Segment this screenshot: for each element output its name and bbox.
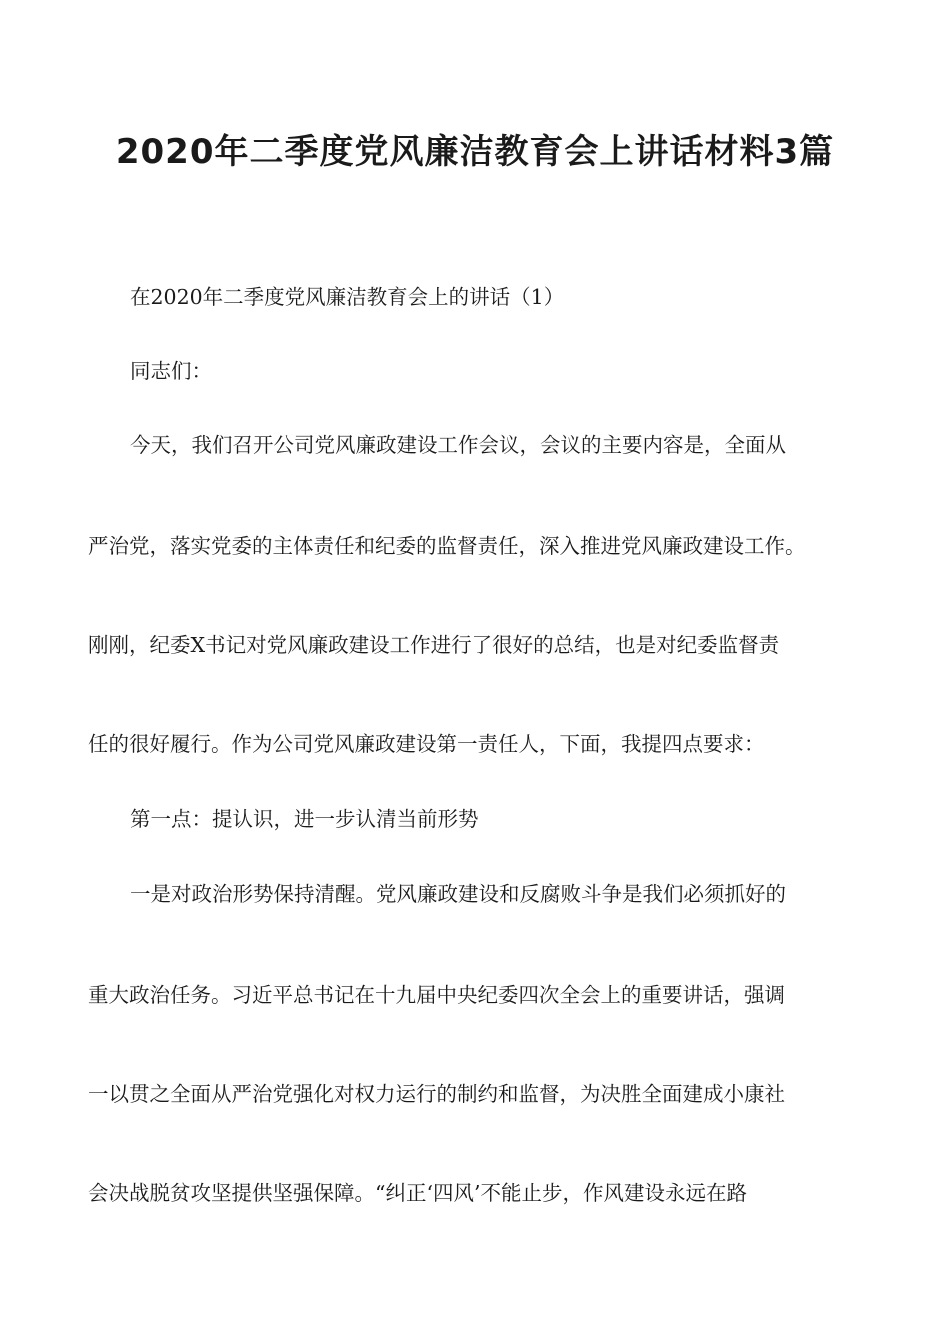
- paragraph-line: 任的很好履行。作为公司党风廉政建设第一责任人，下面，我提四点要求：: [88, 732, 765, 756]
- paragraph-line: 一以贯之全面从严治党强化对权力运行的制约和监督，为决胜全面建成小康社: [88, 1082, 785, 1106]
- paragraph-line: 重大政治任务。习近平总书记在十九届中央纪委四次全会上的重要讲话，强调: [88, 983, 785, 1007]
- document-title: 2020年二季度党风廉洁教育会上讲话材料3篇: [115, 132, 835, 172]
- paragraph-line: 今天，我们召开公司党风廉政建设工作会议，会议的主要内容是，全面从: [130, 433, 786, 457]
- paragraph-line: 一是对政治形势保持清醒。党风廉政建设和反腐败斗争是我们必须抓好的: [130, 882, 786, 906]
- paragraph-line: 会决战脱贫攻坚提供坚强保障。“纠正‘四风’不能止步，作风建设永远在路: [88, 1181, 748, 1205]
- paragraph-line: 刚刚，纪委X书记对党风廉政建设工作进行了很好的总结，也是对纪委监督责: [88, 633, 780, 657]
- salutation: 同志们：: [130, 359, 212, 383]
- speech-heading: 在2020年二季度党风廉洁教育会上的讲话（1）: [130, 285, 565, 309]
- paragraph-line: 严治党，落实党委的主体责任和纪委的监督责任，深入推进党风廉政建设工作。: [88, 534, 806, 558]
- section-heading: 第一点：提认识，进一步认清当前形势: [130, 807, 479, 831]
